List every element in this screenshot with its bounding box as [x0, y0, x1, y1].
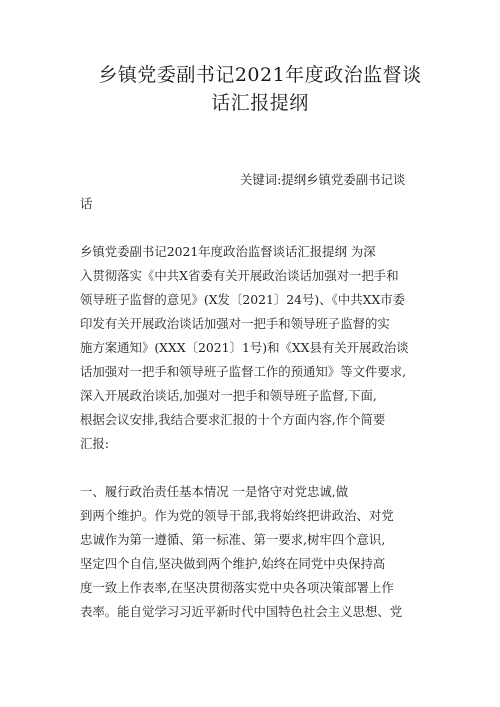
body-line: 忠诚作为第一遵循、第一标准、第一要求,树牢四个意识,	[80, 532, 386, 547]
body-line: 乡镇党委副书记2021年度政治监督谈话汇报提纲 为深	[80, 244, 376, 259]
body-line: 印发有关开展政治谈话加强对一把手和领导班子监督的实	[80, 316, 390, 331]
body-line: 入贯彻落实《中共X省委有关开展政治谈话加强对一把手和	[80, 268, 399, 283]
body-line: 一、履行政治责任基本情况 一是恪守对党忠诚,做	[80, 484, 349, 499]
body-line: 坚定四个自信,坚决做到两个维护,始终在同党中央保持高	[80, 556, 386, 571]
body-line: 施方案通知》(XXX〔2021〕1号)和《XX县有关开展政治谈	[80, 340, 409, 355]
body-line: 表率。能自觉学习习近平新时代中国特色社会主义思想、党	[80, 604, 403, 619]
body-line: 领导班子监督的意见》(X发〔2021〕24号)、《中共XX市委	[80, 292, 406, 307]
body-line: 深入开展政治谈话,加强对一把手和领导班子监督,下面,	[80, 388, 377, 403]
body-line: 汇报:	[80, 436, 109, 451]
keywords-line-1: 关键词:提纲乡镇党委副书记谈	[240, 172, 406, 187]
body-line: 话加强对一把手和领导班子监督工作的预通知》等文件要求,	[80, 364, 407, 379]
document-title-line-2: 话汇报提纲	[211, 92, 309, 114]
body-line: 度一致上作表率,在坚决贯彻落实党中央各项决策部署上作	[80, 580, 394, 595]
body-line: 到两个维护。作为党的领导干部,我将始终把讲政治、对党	[80, 508, 394, 523]
document-title-line-1: 乡镇党委副书记2021年度政治监督谈	[98, 64, 422, 86]
body-line: 根据会议安排,我结合要求汇报的十个方面内容,作个简要	[80, 412, 386, 427]
keywords-line-2: 话	[80, 196, 93, 211]
